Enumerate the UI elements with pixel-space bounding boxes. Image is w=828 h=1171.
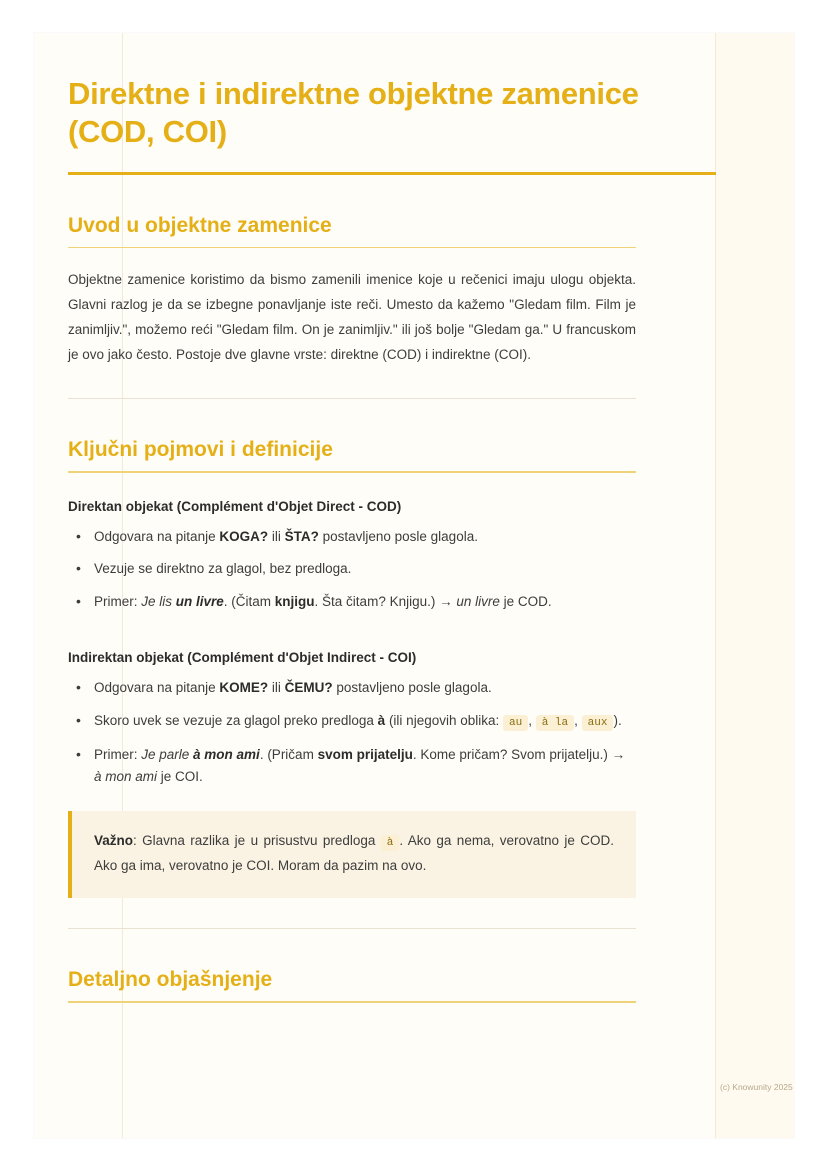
section-heading-key-terms: Ključni pojmovi i definicije: [68, 438, 333, 461]
subheading-cod: Direktan objekat (Complément d'Objet Direct - COD): [68, 498, 402, 514]
document-page: [34, 33, 794, 1138]
bullet-list-coi: [68, 665, 636, 787]
list-item: • Odgovara na pitanje KOME? ili ČEMU? postavljeno posle glagola.: [68, 677, 636, 699]
copyright-footer: (c) Knowunity 2025: [720, 1082, 793, 1092]
page-side-strip: [715, 33, 794, 1138]
list-item: • Primer: Je lis un livre. (Čitam knjigu. Šta čitam? Knjigu.) → un livre je COD.: [68, 591, 636, 613]
list-item: • Primer: Je parle à mon ami. (Pričam svom prijatelju. Kome pričam? Svom prijatelju.) → à mon ami je COI.: [68, 744, 636, 788]
callout-text: Važno: Glavna razlika je u prisustvu predloga à . Ako ga nema, verovatno je COD. Ako ga ima, verovatno je COI. Moram da pazim na ovo.: [94, 833, 615, 874]
bullet-list-cod: [68, 514, 636, 614]
list-item: • Odgovara na pitanje KOGA? ili ŠTA? postavljeno posle glagola.: [68, 526, 636, 548]
inline-code: à: [381, 835, 400, 851]
section-heading-detailed: Detaljno objašnjenje: [68, 968, 273, 992]
section-heading-intro: Uvod u objektne zamenice: [68, 213, 332, 237]
page-title: Direktne i indirektne objektne zamenice (COD, COI): [68, 76, 639, 149]
document-content: [68, 33, 668, 1003]
inline-code: aux: [582, 715, 614, 731]
margin-rule-right: [715, 33, 716, 1138]
section-divider-detailed: [68, 1001, 636, 1003]
list-item: • Vezuje se direktno za glagol, bez predloga.: [68, 558, 636, 580]
subheading-coi: Indirektan objekat (Complément d'Objet Indirect - COI): [68, 650, 417, 666]
inline-code: au: [503, 715, 528, 731]
inline-code: à la: [536, 715, 574, 731]
intro-paragraph: Objektne zamenice koristimo da bismo zamenili imenice koje u rečenici imaju ulogu objekta. Glavni razlog je da se izbegne ponavljanje iste reči. Umesto da kažemo "Gledam film. Film je zanimljiv.", možemo reći "Gledam film. On je zanimljiv." ili još bolje "Gledam ga." U francuskom je ovo jako često. Postoje dve glavne vrste: direktne (COD) i indirektne (COI).: [68, 272, 636, 363]
list-item: • Skoro uvek se vezuje za glagol preko predloga à (ili njegovih oblika: au , à la , aux ).: [68, 710, 636, 733]
important-callout: [68, 811, 636, 898]
